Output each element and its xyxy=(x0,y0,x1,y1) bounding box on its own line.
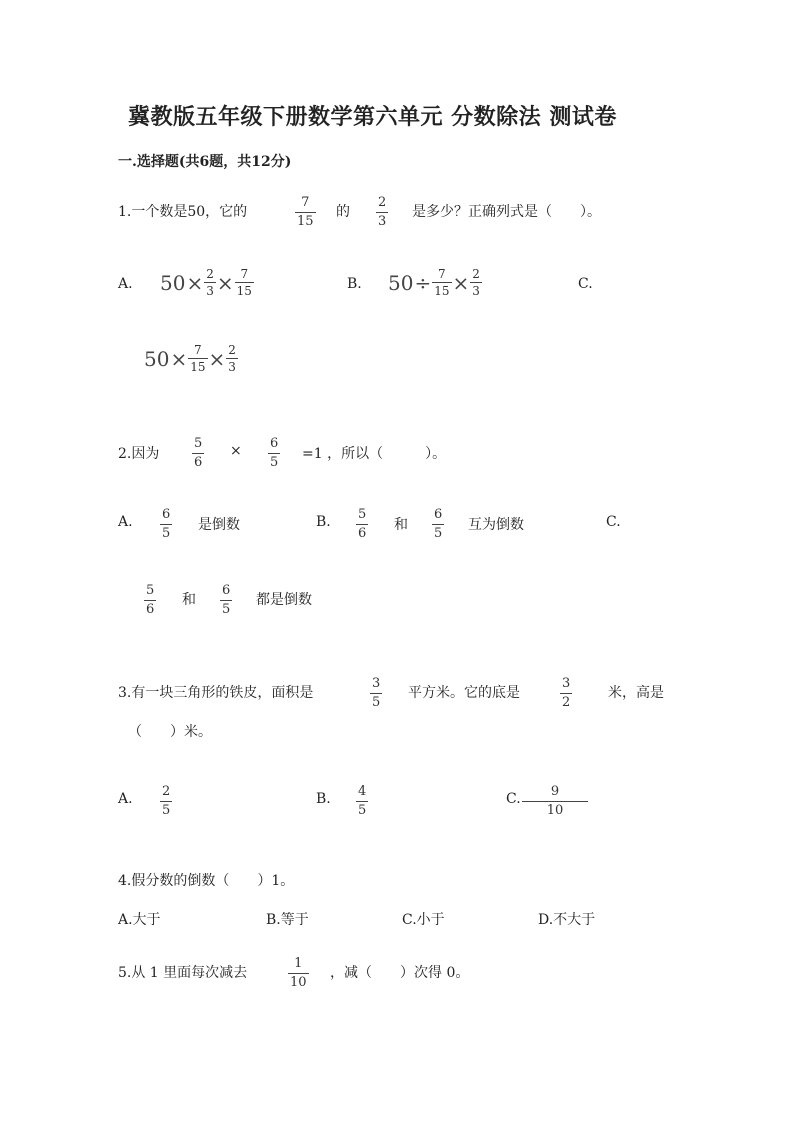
q1-option-c-expression[interactable]: 50 × $\frac{7}{15}$ × $\frac{2}{3}$ xyxy=(144,343,236,374)
q4-option-d[interactable]: D.不大于 xyxy=(538,912,596,928)
q1-fraction-2-3: 2 3 xyxy=(378,195,387,229)
q3-option-c-fraction: 9 10 xyxy=(522,784,588,819)
q2-text-tail: =1 ，所以（ ）。 xyxy=(302,446,447,462)
q4-option-b[interactable]: B.等于 xyxy=(266,912,309,928)
q1-text-part2: 的 xyxy=(336,204,350,220)
q1-fraction-7-15: 7 15 xyxy=(297,195,314,229)
q4-text: 4.假分数的倒数（ ）1。 xyxy=(118,873,295,889)
q3-option-a-label[interactable]: A. xyxy=(118,791,133,807)
q2-option-c-and: 和 xyxy=(182,592,196,608)
fraction: $\frac{2}{3}$ xyxy=(472,267,480,298)
q2-option-a-fraction: 6 5 xyxy=(162,507,171,541)
q3-option-b-label[interactable]: B. xyxy=(316,791,331,807)
q2-option-c-fraction-1: 5 6 xyxy=(146,583,155,617)
q3-option-b-fraction: 4 5 xyxy=(358,784,367,818)
q2-text-lead: 2.因为 xyxy=(118,446,160,462)
q3-text-line2: （ ）米。 xyxy=(128,724,212,740)
page-title: 冀教版五年级下册数学第六单元 分数除法 测试卷 xyxy=(128,104,617,130)
q5-text-lead: 5.从 1 里面每次减去 xyxy=(118,965,248,981)
q4-option-c[interactable]: C.小于 xyxy=(402,912,445,928)
q5-fraction-1-10: 1 10 xyxy=(290,956,307,990)
fraction: $\frac{2}{3}$ xyxy=(228,343,236,374)
q3-text-lead: 3.有一块三角形的铁皮，面积是 xyxy=(118,685,314,701)
q2-fraction-6-5: 6 5 xyxy=(270,436,279,470)
q2-option-b-fraction-1: 5 6 xyxy=(358,507,367,541)
q3-text-tail: 米，高是 xyxy=(608,685,664,701)
q2-fraction-5-6: 5 6 xyxy=(194,436,203,470)
q3-option-a-fraction: 2 5 xyxy=(162,784,171,818)
q2-option-b-label[interactable]: B. xyxy=(316,514,331,530)
q1-option-c-label[interactable]: C. xyxy=(578,276,593,292)
q2-option-b-fraction-2: 6 5 xyxy=(434,507,443,541)
q1-text-part1: 1.一个数是50，它的 xyxy=(118,204,248,220)
q1-option-b-label[interactable]: B. xyxy=(347,276,362,292)
q3-option-c-label[interactable]: C. xyxy=(506,791,521,807)
fraction: $\frac{7}{15}$ xyxy=(236,267,252,298)
q1-text-part3: 是多少？正确列式是（ ）。 xyxy=(412,204,601,220)
q1-option-a-expression[interactable]: 50 × $\frac{2}{3}$ × $\frac{7}{15}$ xyxy=(160,267,252,298)
q1-option-b-expression[interactable]: 50 ÷ $\frac{7}{15}$ × $\frac{2}{3}$ xyxy=(388,267,480,298)
q2-option-a-text: 是倒数 xyxy=(198,517,240,533)
q2-option-c-fraction-2: 6 5 xyxy=(222,583,231,617)
q2-option-b-text: 互为倒数 xyxy=(468,517,524,533)
fraction: $\frac{7}{15}$ xyxy=(190,343,206,374)
q2-option-c-label[interactable]: C. xyxy=(606,514,621,530)
section-heading: 一.选择题(共6题，共12分) xyxy=(118,154,292,170)
q3-fraction-3-2: 3 2 xyxy=(562,676,571,710)
fraction: $\frac{7}{15}$ xyxy=(434,267,450,298)
q2-option-b-and: 和 xyxy=(394,517,408,533)
q2-option-c-text: 都是倒数 xyxy=(256,592,312,608)
q1-option-a-label[interactable]: A. xyxy=(118,276,133,292)
q3-fraction-3-5: 3 5 xyxy=(372,676,381,710)
fraction: $\frac{2}{3}$ xyxy=(206,267,214,298)
q5-text-tail: ，减（ ）次得 0。 xyxy=(330,965,470,981)
q2-times: × xyxy=(230,443,242,459)
q3-text-mid: 平方米。它的底是 xyxy=(408,685,520,701)
q2-option-a-label[interactable]: A. xyxy=(118,514,133,530)
q4-option-a[interactable]: A.大于 xyxy=(118,912,161,928)
